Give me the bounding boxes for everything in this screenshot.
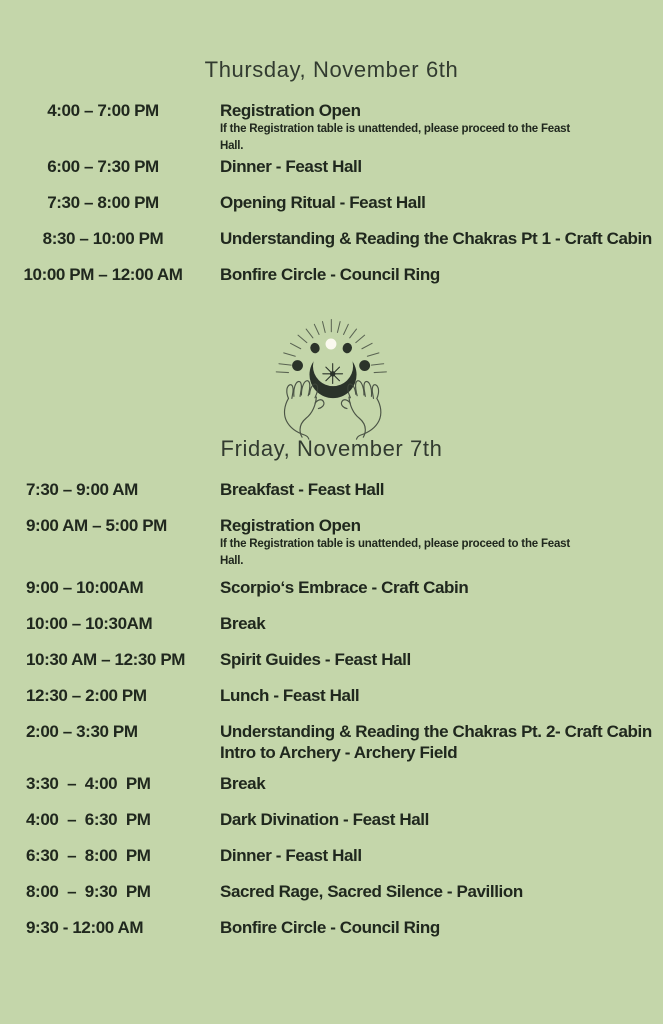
event-description [206, 156, 663, 177]
schedule-row [0, 809, 663, 830]
event-title: Scorpio‘s Embrace - Craft Cabin [220, 578, 469, 597]
right-hand-icon [341, 381, 380, 439]
event-time: 9:30 - 12:00 AM [26, 918, 144, 937]
left-hand-icon [285, 381, 324, 439]
event-description [206, 613, 663, 634]
event-title: Dinner - Feast Hall [220, 157, 362, 176]
event-note: If the Registration table is unattended, please proceed to the Feast [220, 538, 570, 550]
event-description [206, 577, 663, 598]
friday-schedule [0, 479, 663, 938]
event-title: Break [220, 774, 266, 793]
event-title: Bonfire Circle - Council Ring [220, 265, 440, 284]
schedule-row [0, 773, 663, 794]
event-description [206, 845, 663, 866]
event-time: 6:00 – 7:30 PM [47, 157, 159, 176]
event-description [206, 515, 663, 569]
starburst-icon [323, 364, 343, 384]
event-title: Break [220, 614, 266, 633]
day-title: Friday, November 7th [220, 436, 443, 461]
day-title: Thursday, November 6th [204, 57, 459, 82]
event-time: 3:30 – 4:00 PM [26, 774, 151, 793]
event-time: 10:00 – 10:30AM [26, 614, 153, 633]
schedule-row [0, 156, 663, 177]
event-time: 12:30 – 2:00 PM [26, 686, 147, 705]
schedule-row [0, 721, 663, 763]
event-time: 6:30 – 8:00 PM [26, 846, 151, 865]
schedule-row [0, 649, 663, 670]
schedule-row [0, 577, 663, 598]
event-time: 7:30 – 9:00 AM [26, 480, 138, 499]
event-description [206, 721, 663, 763]
event-note: Hall. [220, 554, 244, 567]
schedule-row [0, 192, 663, 213]
schedule-row [0, 845, 663, 866]
schedule-row [0, 264, 663, 285]
event-time: 4:00 – 6:30 PM [26, 810, 151, 829]
event-description [206, 809, 663, 830]
event-title: Opening Ritual - Feast Hall [220, 193, 426, 212]
schedule-row [0, 685, 663, 706]
event-description [206, 917, 663, 938]
event-title: Registration Open [220, 101, 361, 120]
event-title: Intro to Archery - Archery Field [220, 743, 458, 762]
schedule-row [0, 515, 663, 569]
event-description [206, 881, 663, 902]
event-time: 9:00 AM – 5:00 PM [26, 516, 167, 535]
event-description [206, 685, 663, 706]
event-title: Lunch - Feast Hall [220, 686, 360, 705]
day-section-friday [0, 435, 663, 938]
event-description [206, 264, 663, 285]
schedule-row [0, 479, 663, 500]
event-title: Understanding & Reading the Chakras Pt. 2- Craft Cabin [220, 722, 652, 741]
event-time: 8:00 – 9:30 PM [26, 882, 151, 901]
hands-holding-crescent-moon-icon [264, 314, 400, 442]
event-note: If the Registration table is unattended, please proceed to the Feast [220, 123, 570, 135]
event-title: Understanding & Reading the Chakras Pt 1 - Craft Cabin [220, 229, 652, 248]
event-title: Dinner - Feast Hall [220, 846, 362, 865]
event-title: Breakfast - Feast Hall [220, 480, 385, 499]
schedule-row [0, 917, 663, 938]
event-title: Bonfire Circle - Council Ring [220, 918, 440, 937]
schedule-row [0, 881, 663, 902]
schedule-row [0, 228, 663, 249]
event-title: Spirit Guides - Feast Hall [220, 650, 411, 669]
event-description [206, 192, 663, 213]
event-description [206, 773, 663, 794]
event-title: Sacred Rage, Sacred Silence - Pavillion [220, 882, 523, 901]
event-description [206, 228, 663, 249]
event-time: 8:30 – 10:00 PM [42, 229, 164, 248]
event-description [206, 649, 663, 670]
event-description [206, 100, 663, 154]
schedule-row [0, 100, 663, 154]
event-time: 10:30 AM – 12:30 PM [26, 650, 186, 669]
event-title: Registration Open [220, 516, 361, 535]
event-title: Dark Divination - Feast Hall [220, 810, 429, 829]
event-time: 7:30 – 8:00 PM [47, 193, 159, 212]
event-note: Hall. [220, 139, 244, 152]
event-time: 2:00 – 3:30 PM [26, 722, 138, 741]
schedule-row [0, 613, 663, 634]
event-time: 4:00 – 7:00 PM [47, 101, 159, 120]
day-section-thursday [0, 0, 663, 285]
event-description [206, 479, 663, 500]
event-time: 9:00 – 10:00AM [26, 578, 144, 597]
event-time: 10:00 PM – 12:00 AM [23, 265, 183, 284]
thursday-schedule [0, 100, 663, 285]
